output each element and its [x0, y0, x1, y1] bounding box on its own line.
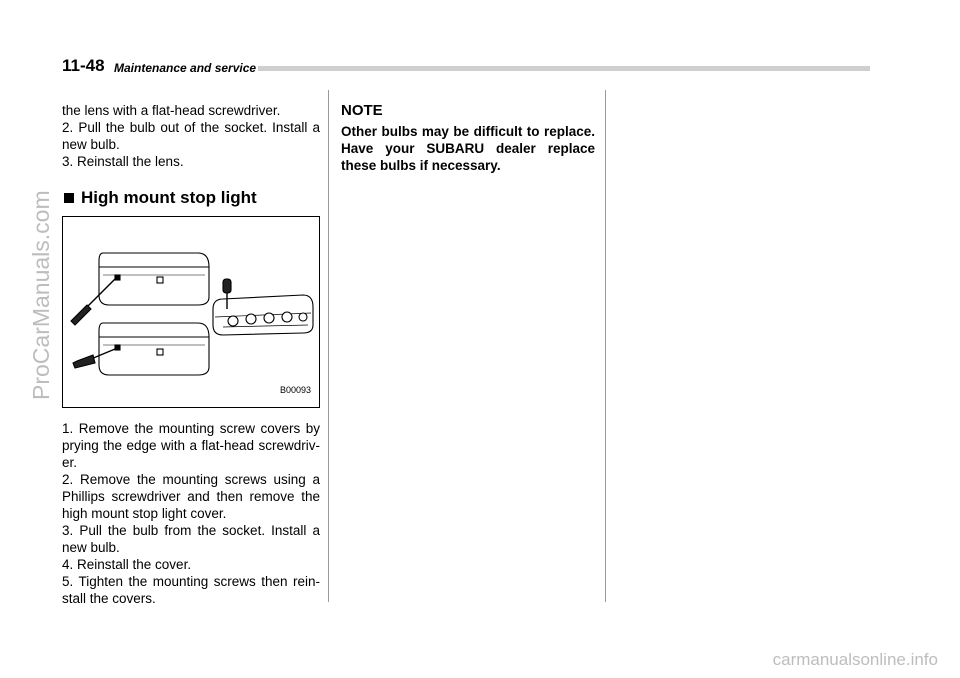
figure-code: B00093	[279, 385, 311, 395]
column-1	[62, 102, 320, 607]
step-1: 1. Remove the mounting screw covers by prying the edge with a flat-head screwdriv-er.	[62, 421, 320, 470]
header-rule	[258, 66, 870, 71]
intro-line-1: the lens with a flat-head screwdriver.	[62, 103, 281, 118]
note-body: Other bulbs may be difficult to replace. Have your SUBARU dealer replace these bulbs if necessary.	[341, 124, 595, 173]
step-3: 3. Pull the bulb from the socket. Install a new bulb.	[62, 523, 320, 555]
intro-line-3: 3. Reinstall the lens.	[62, 154, 184, 169]
column-2	[341, 102, 595, 174]
step-4: 4. Reinstall the cover.	[62, 557, 192, 572]
step-5: 5. Tighten the mounting screws then rein-stall the covers.	[62, 574, 320, 606]
column-divider-1	[328, 90, 329, 602]
section-heading	[62, 189, 320, 206]
section-title: Maintenance and service	[114, 61, 257, 75]
step-2: 2. Remove the mounting screws using a Phillips screwdriver and then remove the high mount stop light cover.	[62, 472, 320, 521]
bottom-watermark: carmanualsonline.info	[772, 650, 938, 669]
page-number: 11-48	[62, 56, 105, 75]
note-title: NOTE	[341, 102, 383, 119]
column-divider-2	[605, 90, 606, 602]
side-watermark: ProCarManuals.com	[28, 190, 54, 400]
stop-light-illustration	[63, 217, 319, 407]
square-bullet-icon	[64, 193, 74, 203]
figure-high-mount-stop-light	[62, 216, 320, 408]
heading-text: High mount stop light	[81, 188, 257, 207]
page-header	[62, 56, 872, 80]
intro-line-2: 2. Pull the bulb out of the socket. Install a new bulb.	[62, 120, 320, 152]
